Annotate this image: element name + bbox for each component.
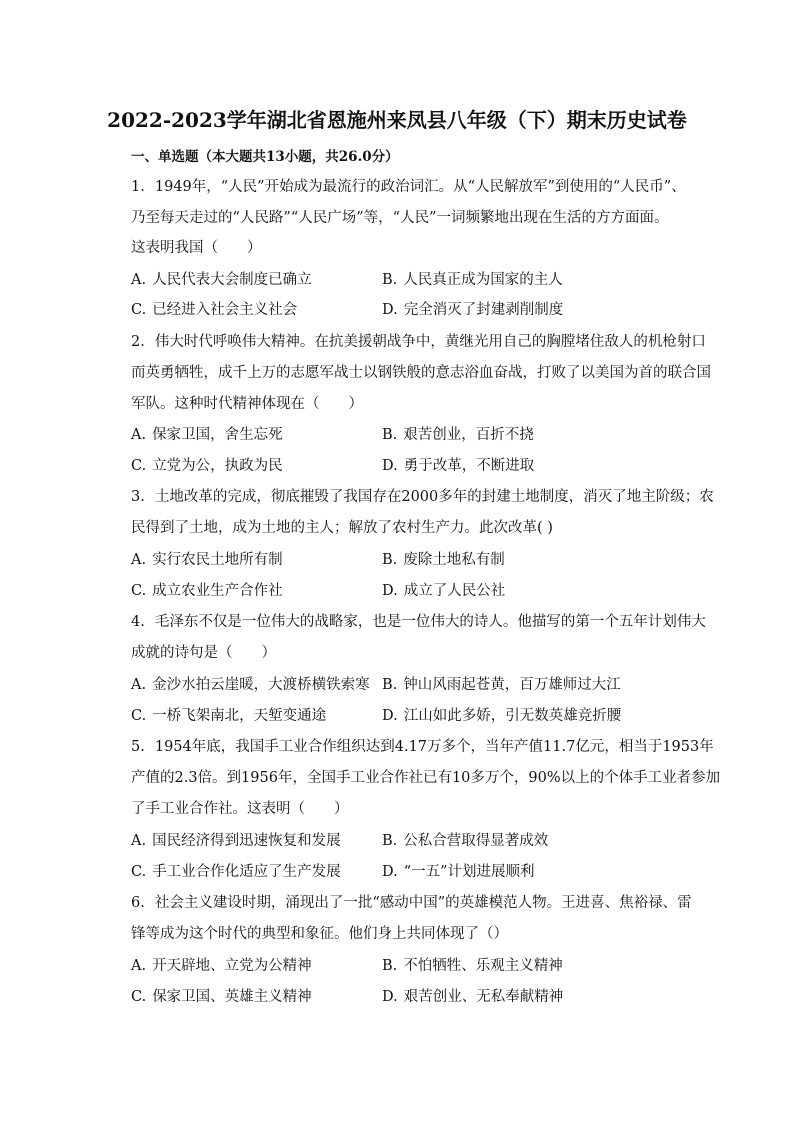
question-5-option-d[interactable]: D. “一五”计划进展顺利 (382, 864, 535, 880)
question-2-line-1: 2. 伟大时代呼唤伟大精神。在抗美援朝战争中，黄继光用自己的胸膛堵住敌人的机枪射口 (131, 334, 706, 350)
question-1-line-1: 1. 1949年，“人民”开始成为最流行的政治词汇。从“人民解放军”到使用的“人民币”、 (131, 179, 686, 195)
question-3-option-b[interactable]: B. 废除土地私有制 (382, 552, 505, 568)
question-4-option-b[interactable]: B. 钟山风雨起苍黄，百万雄师过大江 (382, 677, 621, 693)
question-6-line-2: 锋等成为这个时代的典型和象征。他们身上共同体现了（） (131, 926, 508, 942)
question-3-number: 3. (131, 489, 145, 505)
question-4-option-c[interactable]: C. 一桥飞架南北，天堑变通途 (131, 708, 327, 724)
question-6-option-b[interactable]: B. 不怕牺牲、乐观主义精神 (382, 958, 563, 974)
question-2-option-d[interactable]: D. 勇于改革，不断进取 (382, 458, 535, 474)
question-1-option-b[interactable]: B. 人民真正成为国家的主人 (382, 272, 563, 288)
question-5-option-a[interactable]: A. 国民经济得到迅速恢复和发展 (131, 833, 341, 849)
question-1-number: 1. (131, 179, 145, 195)
question-6-number: 6. (131, 895, 145, 911)
section-heading: 一、单选题（本大题共13小题，共26.0分） (131, 149, 399, 165)
question-4-option-a[interactable]: A. 金沙水拍云崖暖，大渡桥横铁索寒 (131, 677, 370, 693)
question-4-line-2: 成就的诗句是（ ） (131, 645, 276, 661)
question-4-option-d[interactable]: D. 江山如此多娇，引无数英雄竞折腰 (382, 708, 622, 724)
question-2-number: 2. (131, 334, 145, 350)
question-6-option-a[interactable]: A. 开天辟地、立党为公精神 (131, 958, 312, 974)
question-2-line-2: 而英勇牺牲，成千上万的志愿军战士以钢铁般的意志浴血奋战，打败了以美国为首的联合国 (131, 365, 711, 381)
question-5-line-1: 5. 1954年底，我国手工业合作组织达到4.17万多个，当年产值11.7亿元，相当于1953年 (131, 739, 714, 755)
question-2-option-c[interactable]: C. 立党为公，执政为民 (131, 458, 283, 474)
question-5-option-b[interactable]: B. 公私合营取得显著成效 (382, 833, 549, 849)
question-5-line-3: 了手工业合作社。这表明（ ） (131, 801, 349, 817)
question-6-option-c[interactable]: C. 保家卫国、英雄主义精神 (131, 989, 312, 1005)
question-6-option-d[interactable]: D. 艰苦创业、无私奉献精神 (382, 989, 564, 1005)
question-1-option-a[interactable]: A. 人民代表大会制度已确立 (131, 272, 312, 288)
question-5-line-2: 产值的2.3倍。到1956年，全国手工业合作社已有10多万个，90%以上的个体手工业者参加 (131, 770, 721, 786)
question-3-line-1: 3. 土地改革的完成，彻底摧毁了我国存在2000多年的封建土地制度，消灭了地主阶级；农 (131, 489, 714, 505)
question-4-number: 4. (131, 614, 145, 630)
question-2-line-3: 军队。这种时代精神体现在（ ） (131, 396, 363, 412)
question-1-option-c[interactable]: C. 已经进入社会主义社会 (131, 302, 298, 318)
question-1-line-2: 乃至每天走过的“人民路”“人民广场”等，“人民”一词频繁地出现在生活的方方面面。 (131, 210, 669, 226)
question-5-number: 5. (131, 739, 145, 755)
page-title: 2022-2023学年湖北省恩施州来凤县八年级（下）期末历史试卷 (107, 108, 687, 132)
question-1-option-d[interactable]: D. 完全消灭了封建剥削制度 (382, 302, 564, 318)
question-3-option-c[interactable]: C. 成立农业生产合作社 (131, 583, 283, 599)
question-4-line-1: 4. 毛泽东不仅是一位伟大的战略家，也是一位伟大的诗人。他描写的第一个五年计划伟大 (131, 614, 706, 630)
question-3-option-a[interactable]: A. 实行农民土地所有制 (131, 552, 283, 568)
question-5-option-c[interactable]: C. 手工业合作化适应了生产发展 (131, 864, 341, 880)
question-1-line-3: 这表明我国（ ） (131, 240, 262, 256)
question-2-option-b[interactable]: B. 艰苦创业，百折不挠 (382, 427, 534, 443)
question-3-option-d[interactable]: D. 成立了人民公社 (382, 583, 506, 599)
question-2-option-a[interactable]: A. 保家卫国，舍生忘死 (131, 427, 283, 443)
question-3-line-2: 民得到了土地，成为土地的主人；解放了农村生产力。此次改革( ) (131, 520, 553, 536)
question-6-line-1: 6. 社会主义建设时期，涌现出了一批“感动中国”的英雄模范人物。王进喜、焦裕禄、雷 (131, 895, 692, 911)
